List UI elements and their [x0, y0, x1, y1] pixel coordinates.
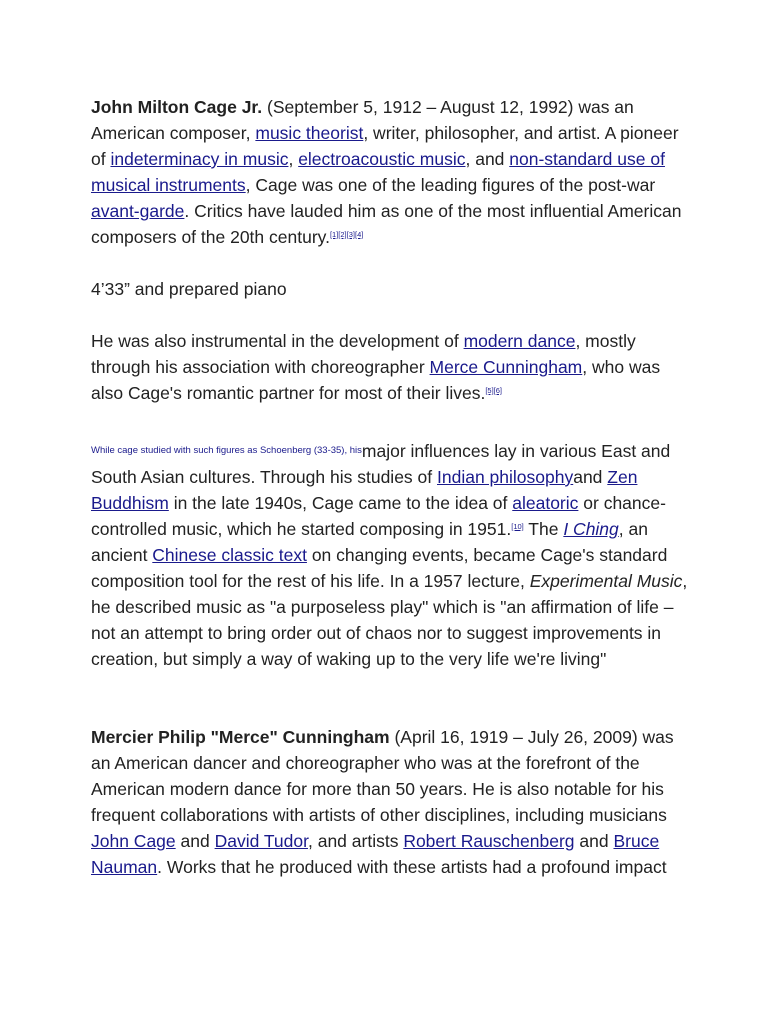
small-text-lead: While cage studied with such figures as Schoenberg (33-35), his [91, 445, 362, 456]
text-run: , and [465, 149, 510, 169]
paragraph-modern-dance [91, 328, 691, 406]
section-heading: 4’33” and prepared piano [91, 279, 287, 299]
text-run: , writer, philosopher, and artist. A pioneer of [91, 123, 679, 169]
text-run: , and artists [307, 831, 404, 851]
link-chinese-classic-text[interactable]: Chinese classic text [152, 545, 307, 565]
citation-refs-5-6[interactable]: [5][6] [485, 386, 503, 395]
link-zen-buddhism[interactable]: Zen Buddhism [91, 467, 638, 513]
link-i-ching[interactable] [563, 519, 618, 539]
link-electroacoustic-music[interactable]: electroacoustic music [298, 149, 466, 169]
text-run: (April 16, 1919 – July 26, 2009) was an American dancer and choreographer who was at the forefront of the American modern dance for more than 50 years. He is also notable for his frequent collaborations with artists of other disciplines, including musicians [91, 727, 674, 825]
paragraph-cunningham [91, 724, 691, 880]
text-run: , he described music as "a purposeless play" which is "an affirmation of life – not an attempt to bring order out of chaos nor to suggest improvements in creation, but simply a way of waking up to the very life we're living" [91, 571, 688, 669]
citation-ref-10[interactable]: [10] [511, 522, 524, 531]
link-john-cage[interactable]: John Cage [91, 831, 176, 851]
text-run: or chance-controlled music, which he started composing in 1951. [91, 493, 666, 539]
link-david-tudor[interactable]: David Tudor [214, 831, 308, 851]
text-run: . Critics have lauded him as one of the most influential American composers of the 20th century. [91, 201, 682, 247]
paragraph-cage-intro [91, 94, 691, 250]
text-run: . Works that he produced with these artists had a profound impact [157, 857, 667, 877]
text-run: He was also instrumental in the development of [91, 331, 464, 351]
lecture-title-italic: Experimental Music [529, 571, 683, 591]
document-body [91, 94, 691, 880]
text-run: , who was also Cage's romantic partner for most of their lives. [91, 357, 661, 403]
link-i-ching-italic: I Ching [563, 519, 619, 539]
link-music-theorist[interactable]: music theorist [255, 123, 364, 143]
text-run: , an ancient [91, 519, 648, 565]
link-modern-dance[interactable]: modern dance [463, 331, 576, 351]
subject-name-bold: Mercier Philip "Merce" Cunningham [91, 727, 390, 747]
link-bruce-nauman[interactable]: Bruce Nauman [91, 831, 660, 877]
text-run: (September 5, 1912 – August 12, 1992) was an American composer, [91, 97, 634, 143]
text-run: and [175, 831, 215, 851]
text-run: , [288, 149, 299, 169]
text-run: , mostly through his association with choreographer [91, 331, 636, 377]
text-run: major influences lay in various East and South Asian cultures. Through his studies of [91, 441, 671, 487]
text-run: on changing events, became Cage's standard composition tool for the rest of his life. In a 1957 lecture, [91, 545, 668, 591]
text-run: in the late 1940s, Cage came to the idea of [168, 493, 513, 513]
text-run: , Cage was one of the leading figures of the post-war [245, 175, 656, 195]
paragraph-influences [91, 438, 691, 672]
subject-name-bold: John Milton Cage Jr. [91, 97, 263, 117]
link-indeterminacy-in-music[interactable]: indeterminacy in music [110, 149, 289, 169]
link-indian-philosophy[interactable]: Indian philosophy [437, 467, 574, 487]
citation-refs-1-4[interactable]: [1][2][3][4] [329, 230, 364, 239]
link-avant-garde[interactable]: avant-garde [91, 201, 185, 221]
text-run: and [574, 831, 614, 851]
link-aleatoric[interactable]: aleatoric [512, 493, 579, 513]
text-run: and [573, 467, 608, 487]
link-non-standard-instruments[interactable]: non-standard use of musical instruments [91, 149, 665, 195]
text-run: The [523, 519, 564, 539]
link-merce-cunningham[interactable]: Merce Cunningham [429, 357, 583, 377]
link-robert-rauschenberg[interactable]: Robert Rauschenberg [403, 831, 575, 851]
